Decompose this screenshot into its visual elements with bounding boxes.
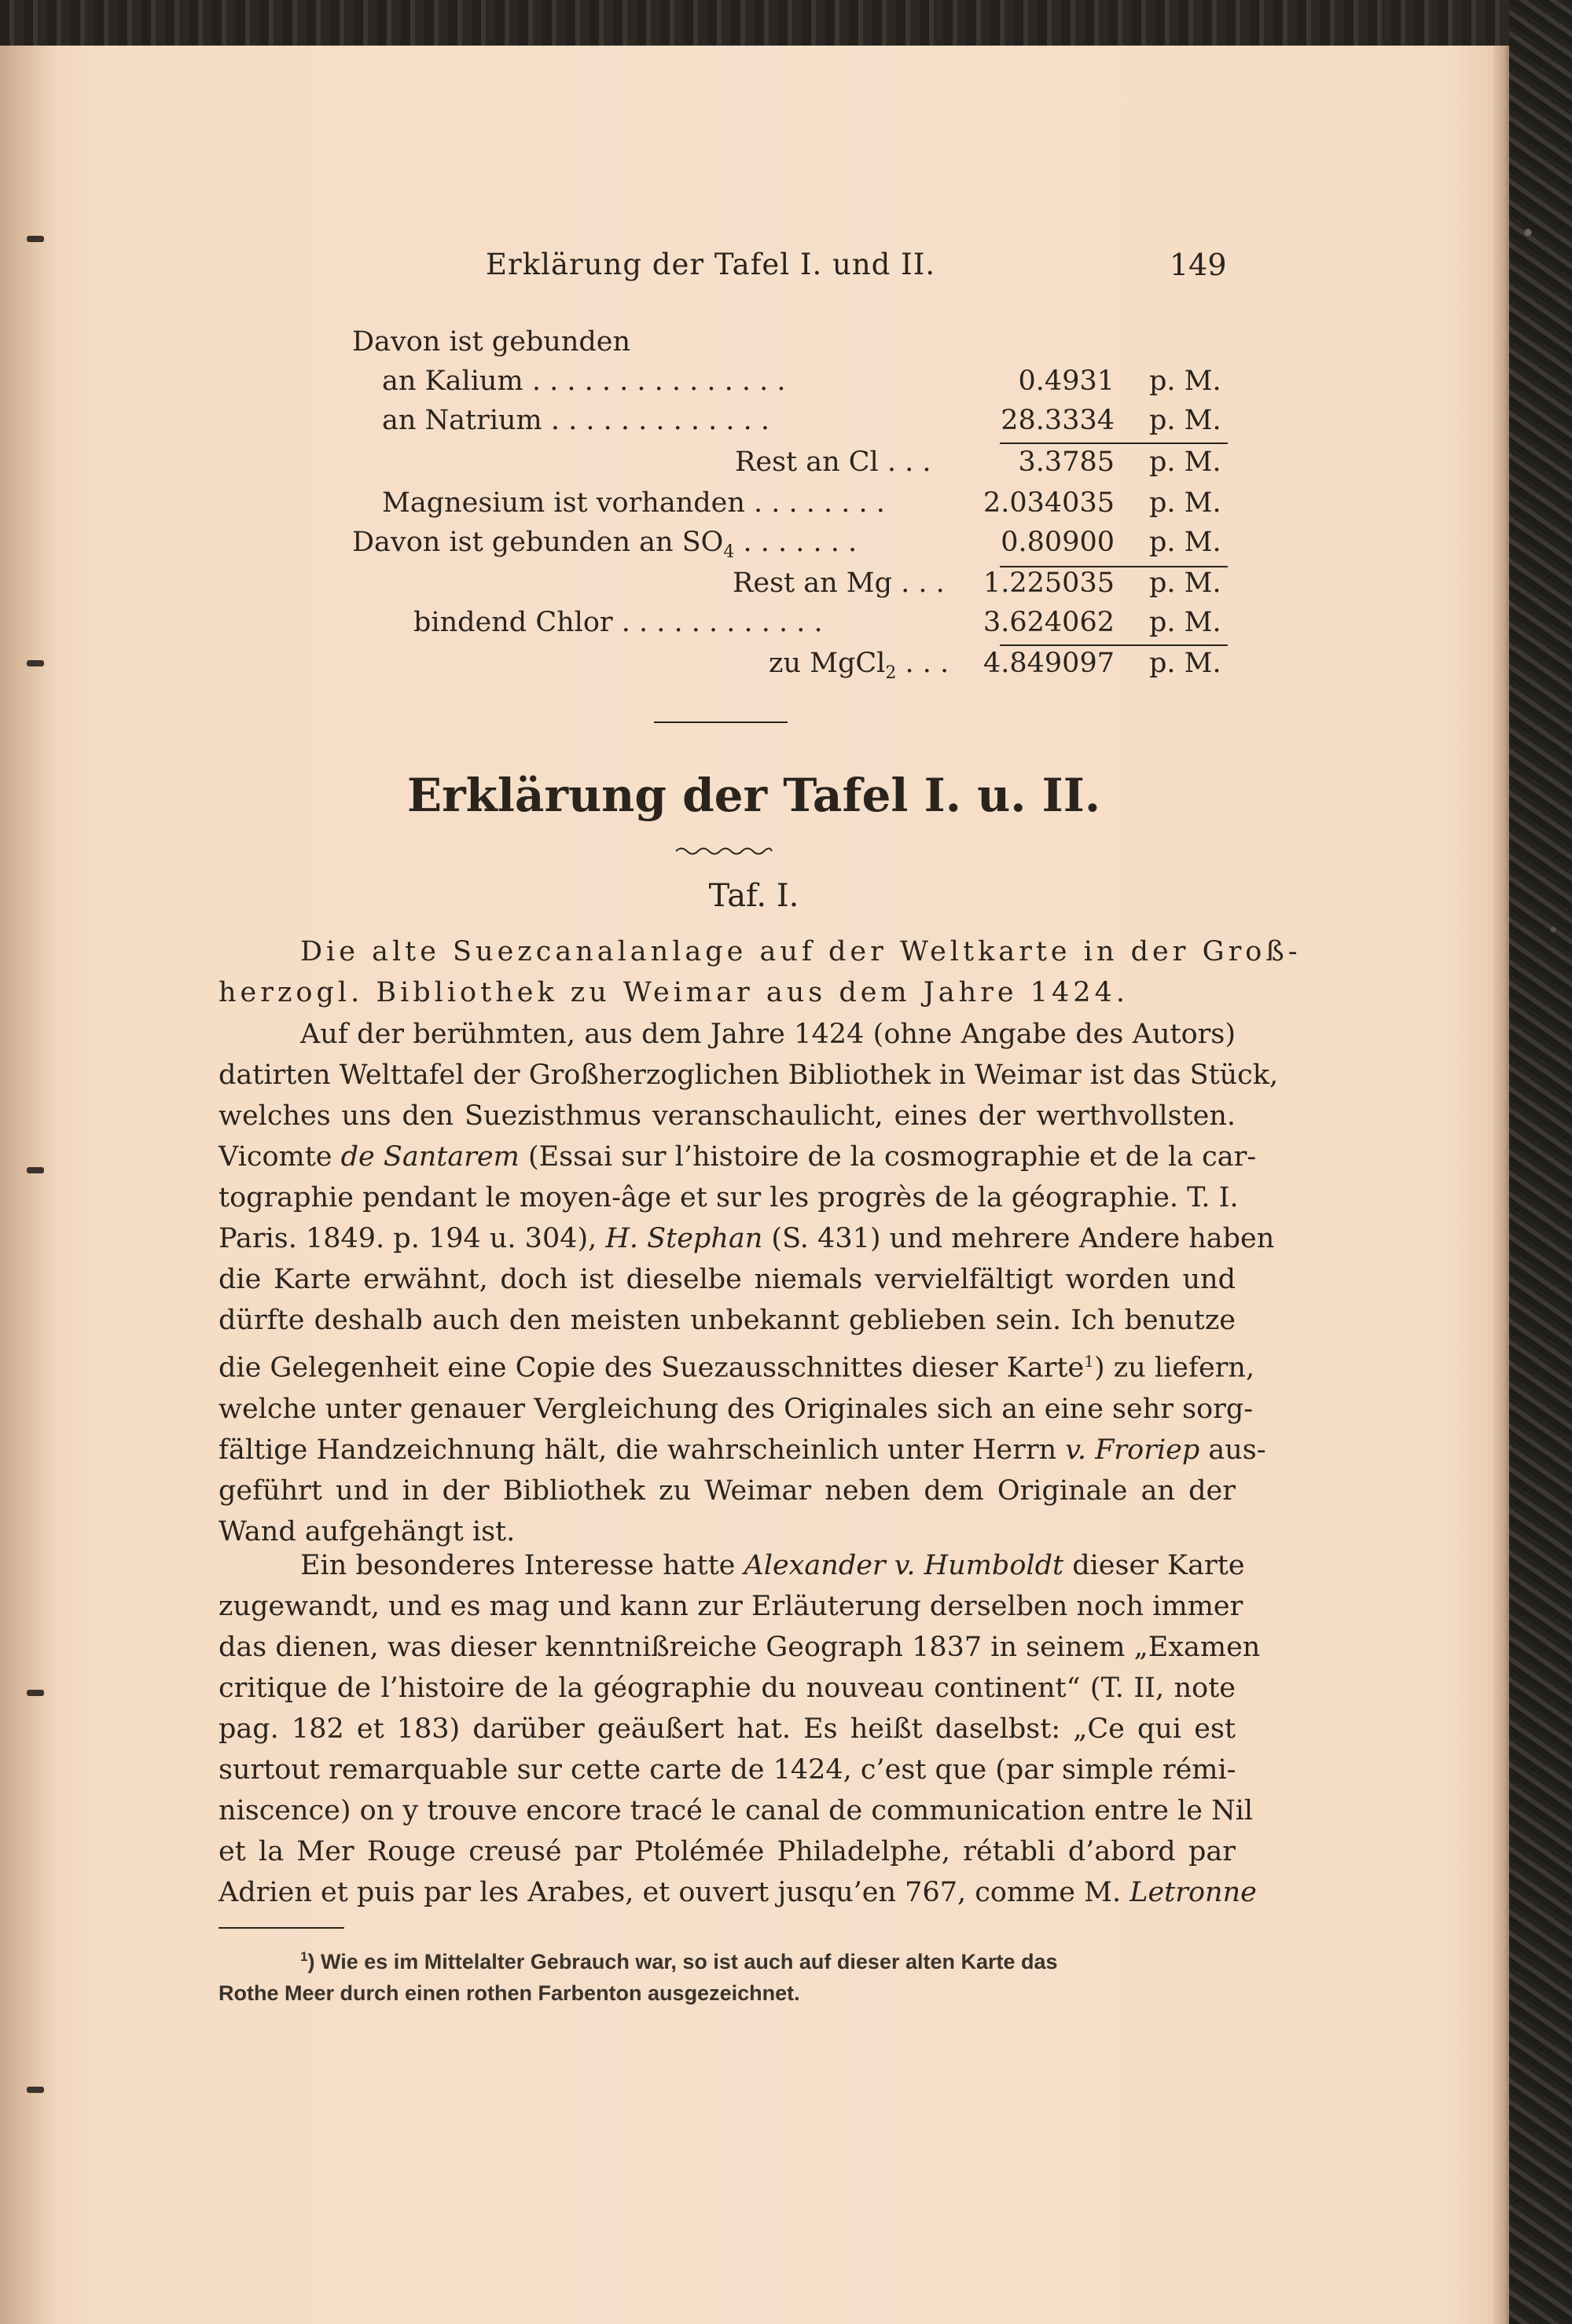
plate-subtitle: Taf. I. — [708, 878, 799, 914]
calc-row-value: 3.3785 — [1018, 446, 1115, 478]
calc-row-value: 1.225035 — [982, 567, 1115, 599]
calc-row-label: zu MgCl$_2$ . . . — [769, 648, 949, 683]
calc-row-label: bindend Chlor . . . . . . . . . . . . — [413, 607, 823, 638]
calc-row-unit: p. M. — [1149, 446, 1221, 478]
paragraph-1: Auf der berühmten, aus dem Jahre 1424 (ohne Angabe des Autors) datirten Welttafel der Großherzoglichen Bibliothek in Weimar ist das Stück, welches uns den Suezisthmus veranschaulicht, eines der werthvollsten. Vicomte de Santarem (Essai sur l’histoire de la cosmographie et de la car- tographie pendant le moyen-âge et sur les progrès de la géographie. T. I. Paris. 1849. p. 194 u. 304), H. Stephan (S. 431) und mehrere Andere haben die Karte erwähnt, doch ist dieselbe niemals vervielfältigt worden und dürfte deshalb auch den meisten unbekannt geblieben sein. Ich benutze die Gelegenheit eine Copie des Suezausschnittes dieser Karte$^1$) zu liefern, welche unter genauer Vergleichung des Originales sich an eine sehr sorg- fältige Handzeichnung hält, die wahrscheinlich unter Herrn v. Froriep aus- geführt und in der Bibliothek zu Weimar neben dem Originale an der Wand aufgehängt ist. — [219, 1019, 1279, 1547]
margin-mark — [27, 1690, 44, 1696]
calc-row-value: 2.034035 — [982, 487, 1115, 519]
footnote-rule — [219, 1927, 344, 1929]
section-divider — [654, 721, 788, 723]
calc-row-value: 0.4931 — [1018, 365, 1115, 397]
calc-row-label: an Kalium . . . . . . . . . . . . . . . — [382, 365, 786, 397]
calc-row-value: 0.80900 — [1001, 527, 1115, 558]
margin-mark — [27, 236, 44, 242]
calc-row-unit: p. M. — [1149, 527, 1221, 558]
plate-caption: Die alte Suezcanalanlage auf der Weltkarte in der Groß- herzogl. Bibliothek zu Weimar aus dem Jahre 1424. — [219, 936, 1302, 1008]
footnote: $^1$) Wie es im Mittelalter Gebrauch war, so ist auch auf dieser alten Karte das Rothe Meer durch einen rothen Farbenton ausgezeichnet. — [219, 1949, 1058, 2005]
page-number: 149 — [1170, 248, 1227, 282]
calc-row-unit: p. M. — [1149, 365, 1221, 397]
calc-row-label: Rest an Mg . . . — [733, 567, 945, 599]
calc-row-unit: p. M. — [1149, 648, 1221, 679]
calc-row-unit: p. M. — [1149, 487, 1221, 519]
section-title: Erklärung der Tafel I. u. II. — [406, 769, 1101, 822]
page-gutter — [0, 46, 55, 2324]
book-binding — [1509, 0, 1572, 2324]
sum-rule — [1000, 644, 1228, 646]
calc-row-unit: p. M. — [1149, 567, 1221, 599]
calc-row-value: 28.3334 — [1001, 405, 1115, 436]
sum-rule — [1000, 442, 1228, 444]
margin-mark — [27, 2087, 44, 2093]
calc-row-label: Magnesium ist vorhanden . . . . . . . . — [382, 487, 885, 519]
paragraph-2: Ein besonderes Interesse hatte Alexander v. Humboldt dieser Karte zugewandt, und es mag und kann zur Erläuterung derselben noch immer das dienen, was dieser kenntnißreiche Geograph 1837 in seinem „Examen critique de l’histoire de la géographie du nouveau continent“ (T. II, note pag. 182 et 183) darüber geäußert hat. Es heißt daselbst: „Ce qui est surtout remarquable sur cette carte de 1424, c’est que (par simple rémi- niscence) on y trouve encore tracé le canal de communication entre le Nil et la Mer Rouge creusé par Ptolémée Philadelphe, rétabli d’abord par Adrien et puis par les Arabes, et ouvert jusqu’en 767, comme M. Letronne — [219, 1550, 1261, 1908]
calc-row-unit: p. M. — [1149, 607, 1221, 638]
margin-mark — [27, 1167, 44, 1173]
calc-intro: Davon ist gebunden — [352, 326, 631, 358]
ornament-squiggle — [674, 846, 773, 857]
calc-row-label: Davon ist gebunden an $SO_4$ . . . . . . . — [352, 527, 858, 562]
running-title: Erklärung der Tafel I. und II. — [486, 248, 936, 281]
calc-row-value: 4.849097 — [982, 648, 1115, 679]
calc-row-unit: p. M. — [1149, 405, 1221, 436]
margin-mark — [27, 660, 44, 666]
calc-row-value: 3.624062 — [982, 607, 1115, 638]
calc-row-label: an Natrium . . . . . . . . . . . . . — [382, 405, 770, 436]
page-edge — [1493, 46, 1511, 2324]
calc-row-label: Rest an Cl . . . — [735, 446, 931, 478]
